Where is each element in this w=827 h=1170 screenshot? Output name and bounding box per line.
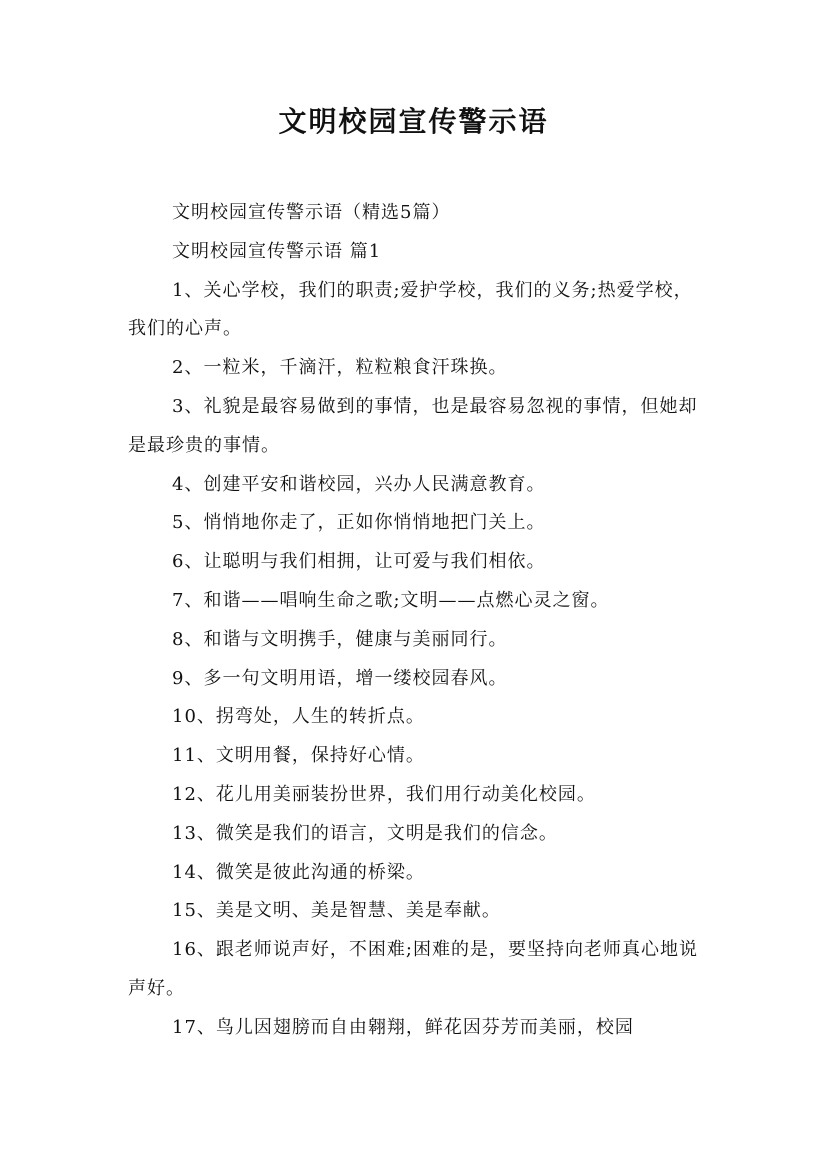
paragraph-item-1: 1、关心学校，我们的职责;爱护学校，我们的义务;热爱学校，我们的心声。 bbox=[128, 279, 693, 340]
paragraph-item-16: 16、跟老师说声好，不困难;困难的是，要坚持向老师真心地说声好。 bbox=[128, 939, 698, 999]
document-body bbox=[128, 194, 708, 1048]
paragraph-item-13: 13、微笑是我们的语言，文明是我们的信念。 bbox=[172, 822, 558, 844]
paragraph-item-7: 7、和谐——唱响生命之歌;文明——点燃心灵之窗。 bbox=[172, 589, 610, 611]
paragraph-item-17: 17、鸟儿因翅膀而自由翱翔，鲜花因芬芳而美丽，校园 bbox=[172, 1016, 634, 1038]
paragraph-item-4: 4、创建平安和谐校园，兴办人民满意教育。 bbox=[172, 473, 546, 495]
paragraph-item-15: 15、美是文明、美是智慧、美是奉献。 bbox=[172, 900, 501, 922]
paragraph-item-6: 6、让聪明与我们相拥，让可爱与我们相依。 bbox=[172, 551, 546, 573]
paragraph-subtitle: 文明校园宣传警示语（精选5篇） bbox=[172, 202, 451, 223]
paragraph-item-8: 8、和谐与文明携手，健康与美丽同行。 bbox=[172, 628, 508, 650]
paragraph-item-14: 14、微笑是彼此沟通的桥梁。 bbox=[172, 861, 425, 883]
paragraph-item-12: 12、花儿用美丽装扮世界，我们用行动美化校园。 bbox=[172, 783, 596, 805]
paragraph-item-2: 2、一粒米，千滴汗，粒粒粮食汗珠换。 bbox=[172, 357, 508, 379]
paragraph-item-9: 9、多一句文明用语，增一缕校园春风。 bbox=[172, 667, 508, 689]
paragraph-item-5: 5、悄悄地你走了，正如你悄悄地把门关上。 bbox=[172, 512, 546, 534]
paragraph-section-heading: 文明校园宣传警示语 篇1 bbox=[172, 240, 382, 262]
paragraph-item-3: 3、礼貌是最容易做到的事情，也是最容易忽视的事情，但她却是最珍贵的事情。 bbox=[128, 395, 698, 456]
paragraph-item-10: 10、拐弯处，人生的转折点。 bbox=[172, 706, 425, 728]
paragraph-item-11: 11、文明用餐，保持好心情。 bbox=[172, 745, 425, 767]
document-title: 文明校园宣传警示语 bbox=[278, 105, 549, 138]
